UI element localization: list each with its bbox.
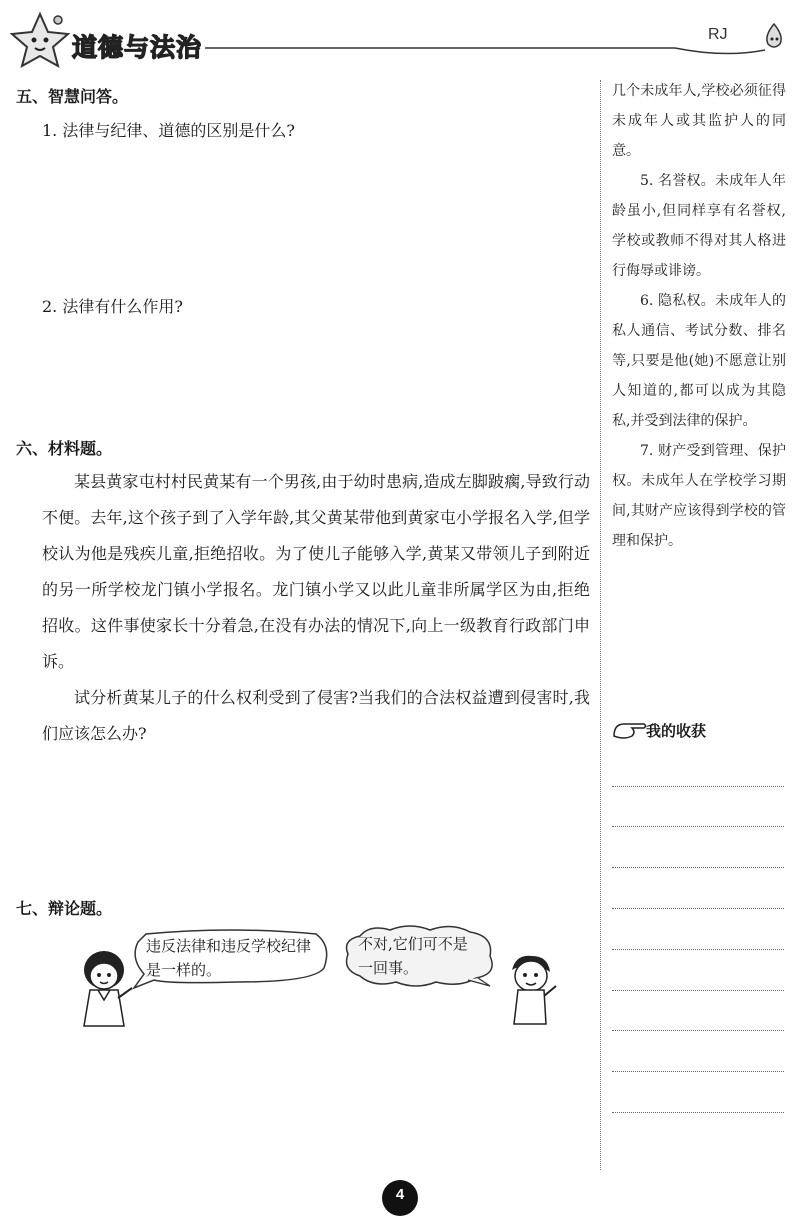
sidebar-notes — [612, 76, 786, 556]
material-paragraph: 某县黄家屯村村民黄某有一个男孩,由于幼时患病,造成左脚跛瘸,导致行动不便。去年,这个孩子到了入学年龄,其父黄某带他到黄家屯小学报名入学,但学校认为他是残疾儿童,拒绝招收。为了使儿子能够入学,黄某又带领儿子到附近的另一所学校龙门镇小学报名。龙门镇小学又以此儿童非所属学区为由,拒绝招收。这件事使家长十分着急,在没有办法的情况下,向上一级教育行政部门申诉。 — [42, 472, 590, 671]
edition-label: RJ — [708, 26, 728, 43]
girl-speech-text: 违反法律和违反学校纪律是一样的。 — [146, 937, 312, 979]
harvest-line — [612, 949, 784, 950]
sidebar-note: 几个未成年人,学校必须征得未成年人或其监护人的同意。 — [612, 83, 786, 159]
harvest-line — [612, 867, 784, 868]
boy-cartoon-icon — [500, 952, 560, 1026]
sidebar-note: 6. 隐私权。未成年人的私人通信、考试分数、排名等,只要是他(她)不愿意让别人知道的,都可以成为其隐私,并受到法律的保护。 — [612, 293, 786, 429]
section-5-title: 五、智慧问答。 — [16, 87, 129, 106]
sidebar-note: 7. 财产受到管理、保护权。未成年人在学校学习期间,其财产应该得到学校的管理和保护。 — [612, 443, 786, 549]
harvest-line — [612, 1071, 784, 1072]
harvest-line — [612, 786, 784, 787]
drop-mascot-icon — [762, 22, 786, 50]
sidebar-note: 5. 名誉权。未成年人年龄虽小,但同样享有名誉权,学校或教师不得对其人格进行侮辱或诽谤。 — [612, 173, 786, 279]
question-2: 2. 法律有什么作用? — [42, 297, 183, 316]
material-text — [42, 464, 590, 752]
harvest-line — [612, 990, 784, 991]
material-question: 试分析黄某儿子的什么权利受到了侵害?当我们的合法权益遭到侵害时,我们应该怎么办? — [42, 688, 590, 743]
boy-speech-text: 不对,它们可不是一回事。 — [358, 935, 468, 977]
header-title: 道德与法治 — [72, 33, 203, 62]
mascot-star-icon — [8, 10, 72, 70]
section-6-title: 六、材料题。 — [16, 439, 113, 458]
harvest-line — [612, 908, 784, 909]
section-7-title: 七、辩论题。 — [16, 899, 113, 918]
question-1: 1. 法律与纪律、道德的区别是什么? — [42, 121, 295, 140]
harvest-line — [612, 826, 784, 827]
header-rule — [205, 36, 795, 60]
harvest-line — [612, 1112, 784, 1113]
harvest-line — [612, 1030, 784, 1031]
sidebar-divider — [600, 80, 601, 1170]
page-number: 4 — [382, 1180, 418, 1216]
pointing-hand-icon — [612, 716, 648, 742]
harvest-title: 我的收获 — [646, 722, 707, 740]
